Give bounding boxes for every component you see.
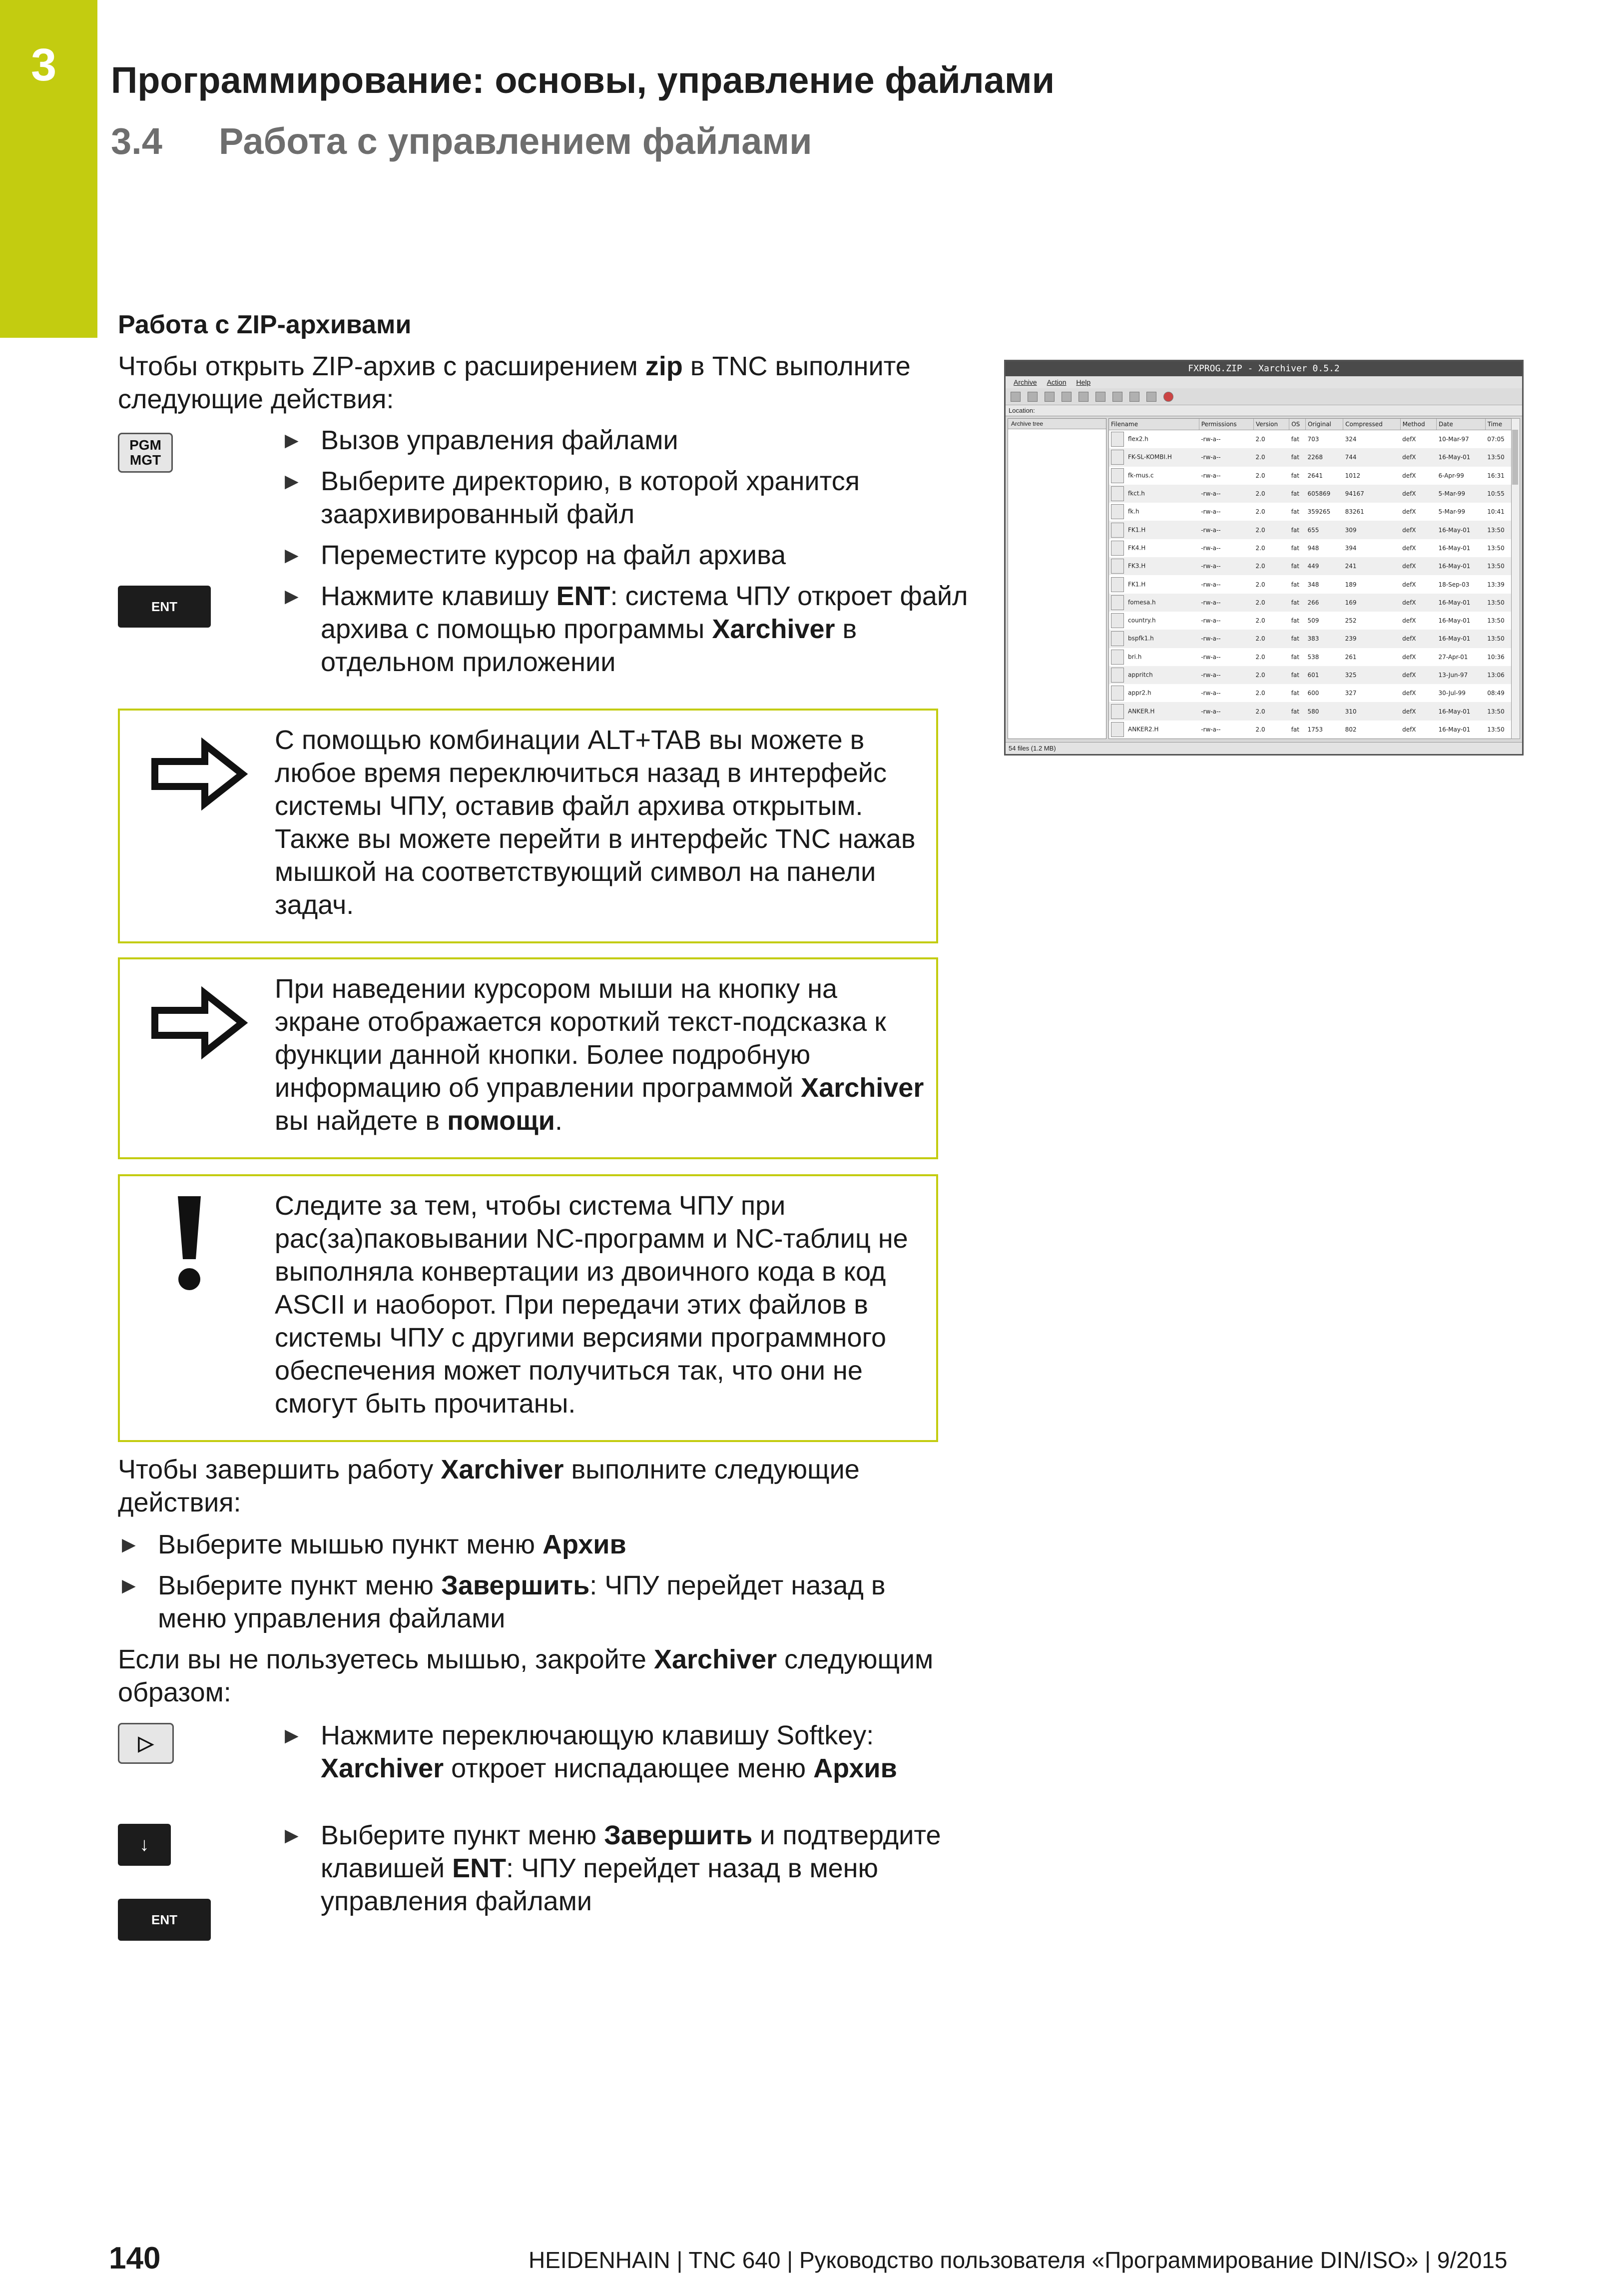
file-name: FK-SL-KOMBI.H (1128, 453, 1172, 461)
table-cell: 16-May-01 (1438, 726, 1471, 733)
table-cell: 261 (1345, 653, 1357, 661)
up-arrow-icon[interactable] (1062, 392, 1072, 402)
table-cell (1109, 666, 1199, 684)
table-row[interactable] (1109, 521, 1514, 539)
footer-text: HEIDENHAIN | TNC 640 | Руководство пользователя «Программирование DIN/ISO» | 9/2015 (529, 2247, 1508, 2273)
stop-icon[interactable] (1163, 392, 1173, 402)
table-row[interactable] (1109, 648, 1514, 666)
table-cell: -rw-a-- (1201, 544, 1221, 552)
table-cell: fat (1291, 581, 1299, 588)
table-row[interactable] (1109, 684, 1514, 702)
window-title: FXPROG.ZIP - Xarchiver 0.5.2 (1006, 361, 1522, 376)
table-cell: 16:31 (1487, 472, 1505, 479)
file-name: flex2.h (1128, 435, 1148, 443)
table-row[interactable] (1109, 557, 1514, 575)
table-row[interactable] (1109, 630, 1514, 648)
column-header[interactable]: OS (1289, 419, 1306, 430)
table-cell: defX (1400, 521, 1436, 539)
table-cell: 13:39 (1487, 581, 1505, 588)
file-name: bspfk1.h (1128, 635, 1154, 642)
chapter-title: Программирование: основы, управление файлами (111, 59, 1055, 101)
table-cell: 16-May-01 (1438, 617, 1471, 625)
table-cell: defX (1402, 472, 1416, 479)
file-name: country.h (1128, 617, 1156, 624)
table-cell: defX (1400, 630, 1436, 648)
table-cell: 2.0 (1255, 581, 1265, 588)
table-cell: 16-May-01 (1437, 702, 1486, 720)
table-cell: 16-May-01 (1437, 630, 1486, 648)
table-row[interactable] (1109, 666, 1514, 684)
table-cell: 16-May-01 (1437, 557, 1486, 575)
table-cell: 327 (1345, 690, 1357, 697)
table-cell: fat (1291, 653, 1299, 661)
close-step-mouse-2: ▶ Выберите пункт меню Завершить: ЧПУ перейдет назад в меню управления файлами (118, 1569, 957, 1635)
table-cell (1109, 575, 1199, 593)
table-cell (1109, 467, 1199, 485)
table-cell: 2.0 (1254, 485, 1289, 503)
table-cell: fat (1291, 508, 1299, 516)
table-cell: -rw-a-- (1201, 508, 1221, 516)
page-number: 140 (109, 2241, 161, 2276)
table-cell: 309 (1343, 521, 1400, 539)
file-icon (1111, 668, 1124, 683)
archive-tree-panel[interactable] (1008, 418, 1106, 739)
file-name: fk-mus.c (1128, 472, 1154, 479)
table-cell: fat (1289, 666, 1306, 684)
table-cell: 2.0 (1255, 653, 1265, 661)
table-cell: -rw-a-- (1201, 436, 1221, 443)
column-header[interactable]: Date (1437, 419, 1486, 430)
table-cell: -rw-a-- (1201, 472, 1221, 479)
table-cell: 2.0 (1254, 448, 1289, 466)
file-icon (1111, 722, 1124, 737)
file-icon (1111, 613, 1124, 628)
table-row[interactable] (1109, 485, 1514, 503)
location-bar[interactable]: Location: (1006, 405, 1522, 416)
file-name: ANKER.H (1128, 708, 1155, 715)
table-cell (1109, 503, 1199, 521)
arrow-down-key[interactable]: ↓ (118, 1824, 171, 1866)
table-cell (1109, 430, 1199, 449)
menu-action[interactable]: Action (1047, 378, 1067, 386)
table-cell: defX (1402, 617, 1416, 625)
table-cell: 580 (1305, 702, 1343, 720)
table-cell: 383 (1305, 630, 1343, 648)
file-name: FK4.H (1128, 544, 1146, 552)
table-cell: -rw-a-- (1199, 448, 1253, 466)
table-cell: 2.0 (1255, 436, 1265, 443)
column-header[interactable]: Method (1400, 419, 1436, 430)
open-icon[interactable] (1028, 392, 1038, 402)
table-cell: -rw-a-- (1199, 702, 1253, 720)
file-icon (1111, 468, 1124, 483)
file-icon (1111, 595, 1124, 610)
table-cell: 13:50 (1485, 594, 1513, 612)
table-cell: 655 (1305, 521, 1343, 539)
table-cell: 601 (1305, 666, 1343, 684)
table-cell: fat (1289, 521, 1306, 539)
file-icon (1111, 541, 1124, 556)
step-open-3: ▶ Переместите курсор на файл архива (281, 539, 985, 572)
file-name: appr2.h (1128, 689, 1151, 697)
table-cell: 94167 (1343, 485, 1400, 503)
table-cell (1109, 448, 1199, 466)
table-cell: 18-Sep-03 (1438, 581, 1470, 588)
table-cell: 27-Apr-01 (1438, 653, 1468, 661)
table-cell: fat (1291, 472, 1299, 479)
table-cell: defX (1400, 702, 1436, 720)
pgm-key-label-2: MGT (129, 452, 161, 468)
table-cell: 13:06 (1485, 666, 1513, 684)
file-icon (1111, 450, 1124, 465)
archive-tree-header: Archive tree (1008, 419, 1106, 429)
table-cell: fat (1291, 690, 1299, 697)
table-row[interactable] (1109, 575, 1514, 593)
table-cell: fat (1289, 702, 1306, 720)
zip-heading: Работа с ZIP-архивами (118, 310, 412, 339)
file-name: FK1.H (1128, 581, 1146, 588)
extract-icon[interactable] (1112, 392, 1122, 402)
table-row[interactable] (1109, 503, 1514, 521)
table-cell: 13:50 (1487, 617, 1505, 625)
table-row[interactable] (1109, 539, 1514, 557)
file-name: FK1.H (1128, 526, 1146, 534)
menu-bar (1006, 376, 1522, 388)
table-cell (1109, 612, 1199, 630)
table-row[interactable] (1109, 594, 1514, 612)
table-cell: 394 (1345, 544, 1357, 552)
file-name: ANKER2.H (1128, 726, 1159, 733)
scrollbar[interactable] (1511, 418, 1520, 739)
table-cell: 13:50 (1487, 544, 1505, 552)
table-cell: -rw-a-- (1199, 557, 1253, 575)
table-cell: 16-May-01 (1437, 594, 1486, 612)
file-name: fomesa.h (1128, 599, 1156, 606)
table-cell: defX (1402, 436, 1416, 443)
file-icon (1111, 577, 1124, 592)
table-cell: -rw-a-- (1199, 666, 1253, 684)
arrow-hint-icon (150, 737, 250, 811)
table-cell: 1012 (1345, 472, 1361, 479)
table-cell: defX (1402, 508, 1416, 516)
table-cell: 5-Mar-99 (1438, 508, 1465, 516)
table-cell: -rw-a-- (1201, 581, 1221, 588)
table-cell: defX (1400, 557, 1436, 575)
table-cell: 13:50 (1485, 521, 1513, 539)
ent-key-confirm[interactable]: ENT (118, 1899, 211, 1941)
table-cell: 2.0 (1254, 521, 1289, 539)
softkey-switch-key[interactable]: ▷ (118, 1723, 174, 1764)
close-step-mouse-1: ▶ Выберите мышью пункт меню Архив (118, 1528, 957, 1561)
table-cell: 2.0 (1255, 544, 1265, 552)
view-icon[interactable] (1146, 392, 1156, 402)
table-cell: 2.0 (1254, 594, 1289, 612)
table-cell: 600 (1307, 690, 1319, 697)
table-cell: 189 (1345, 581, 1357, 588)
table-cell: 16-May-01 (1437, 521, 1486, 539)
table-cell: -rw-a-- (1201, 690, 1221, 697)
table-cell (1109, 684, 1199, 702)
table-cell: 10:41 (1487, 508, 1505, 516)
table-cell: 449 (1305, 557, 1343, 575)
step-open-1: ▶ Вызов управления файлами (281, 424, 985, 457)
table-cell: 2.0 (1254, 630, 1289, 648)
file-name: fkct.h (1128, 490, 1145, 497)
table-cell: fat (1289, 594, 1306, 612)
table-cell: 2.0 (1255, 726, 1265, 733)
file-icon (1111, 432, 1124, 447)
table-cell: -rw-a-- (1199, 521, 1253, 539)
table-cell: fat (1291, 436, 1299, 443)
table-row[interactable] (1109, 430, 1514, 449)
column-header[interactable]: Filename (1109, 419, 1199, 430)
table-row[interactable] (1109, 721, 1514, 739)
file-name: bri.h (1128, 653, 1142, 661)
note-alt-tab (118, 709, 938, 943)
column-header[interactable]: Compressed (1343, 419, 1400, 430)
table-cell: -rw-a-- (1201, 617, 1221, 625)
table-cell: 348 (1307, 581, 1319, 588)
status-bar: 54 files (1.2 MB) (1006, 742, 1522, 754)
table-cell: 6-Apr-99 (1438, 472, 1464, 479)
table-cell: 07:05 (1487, 436, 1505, 443)
table-cell: 13:50 (1487, 726, 1505, 733)
table-cell: -rw-a-- (1199, 485, 1253, 503)
table-cell: 2.0 (1255, 472, 1265, 479)
table-cell: defX (1402, 690, 1416, 697)
table-cell (1109, 594, 1199, 612)
menu-archive[interactable]: Archive (1014, 378, 1037, 386)
file-icon (1111, 631, 1124, 646)
table-cell: 948 (1307, 544, 1319, 552)
table-cell: 13:50 (1485, 630, 1513, 648)
table-cell: defX (1400, 448, 1436, 466)
table-cell: fat (1289, 448, 1306, 466)
table-cell (1109, 521, 1199, 539)
table-row[interactable] (1109, 467, 1514, 485)
table-cell (1109, 539, 1199, 557)
table-cell: fat (1291, 726, 1299, 733)
file-icon (1111, 686, 1124, 701)
step-open-2: ▶ Выберите директорию, в которой хранится заархивированный файл (281, 465, 955, 531)
table-cell (1109, 702, 1199, 720)
file-icon (1111, 650, 1124, 665)
table-cell: fat (1289, 485, 1306, 503)
table-cell (1109, 557, 1199, 575)
file-icon (1111, 704, 1124, 719)
table-cell: 325 (1343, 666, 1400, 684)
table-cell: defX (1400, 594, 1436, 612)
menu-help[interactable]: Help (1076, 378, 1091, 386)
home-icon[interactable] (1095, 392, 1105, 402)
close-intro: Чтобы завершить работу Xarchiver выполните следующие действия: (118, 1455, 860, 1518)
back-arrow-icon[interactable] (1045, 392, 1055, 402)
table-cell: 10:36 (1487, 653, 1505, 661)
table-cell: 310 (1343, 702, 1400, 720)
file-name: fk.h (1128, 508, 1139, 515)
table-cell: 2641 (1307, 472, 1323, 479)
table-cell: 2.0 (1254, 702, 1289, 720)
table-cell: 13:50 (1485, 448, 1513, 466)
table-cell: 2.0 (1255, 690, 1265, 697)
table-cell: 169 (1343, 594, 1400, 612)
file-icon (1111, 504, 1124, 519)
table-cell: 538 (1307, 653, 1319, 661)
column-header[interactable]: Permissions (1199, 419, 1253, 430)
file-list[interactable] (1108, 418, 1514, 739)
table-cell: 605869 (1305, 485, 1343, 503)
column-header[interactable]: Time (1485, 419, 1513, 430)
table-cell: -rw-a-- (1199, 594, 1253, 612)
table-cell (1109, 485, 1199, 503)
table-cell (1109, 648, 1199, 666)
table-cell: -rw-a-- (1201, 726, 1221, 733)
table-cell: -rw-a-- (1199, 630, 1253, 648)
table-cell: 83261 (1345, 508, 1364, 516)
note-tooltip (118, 957, 938, 1159)
table-cell: defX (1402, 581, 1416, 588)
section-title: Работа с управлением файлами (219, 120, 812, 162)
table-cell: 241 (1343, 557, 1400, 575)
table-cell: 08:49 (1487, 690, 1505, 697)
table-cell: 13-Jun-97 (1437, 666, 1486, 684)
column-header[interactable]: Version (1254, 419, 1289, 430)
exclamation-icon (172, 1194, 207, 1294)
table-cell: 252 (1345, 617, 1357, 625)
table-cell: 2.0 (1255, 617, 1265, 625)
table-cell: 16-May-01 (1437, 448, 1486, 466)
add-icon[interactable] (1129, 392, 1139, 402)
note-tooltip-text: При наведении курсором мыши на кнопку на экране отображается короткий текст-подсказка к функции данной кнопки. Более подробную информацию об управлении программой Xarchiver вы найдете в помощи. (275, 974, 924, 1136)
arrow-hint-icon (150, 985, 250, 1060)
table-row[interactable] (1109, 448, 1514, 466)
scrollbar-thumb[interactable] (1512, 430, 1518, 485)
table-cell: fat (1289, 557, 1306, 575)
table-cell: 2.0 (1254, 557, 1289, 575)
section-number: 3.4 (111, 120, 162, 162)
table-cell: defX (1402, 544, 1416, 552)
table-cell: 30-Jul-99 (1438, 690, 1466, 697)
file-name: FK3.H (1128, 562, 1146, 570)
table-cell: defX (1400, 666, 1436, 684)
chapter-number: 3 (31, 39, 57, 90)
step-open-4: ▶ Нажмите клавишу ENT: система ЧПУ откроет файл архива с помощью программы Xarchiver в отдельном приложении (281, 580, 970, 679)
table-cell: -rw-a-- (1201, 653, 1221, 661)
table-cell (1109, 721, 1199, 739)
table-cell: 239 (1343, 630, 1400, 648)
note-alt-tab-text: С помощью комбинации ALT+TAB вы можете в любое время переключиться назад в интерфейс системы ЧПУ, оставив файл архива открытым. Также вы можете перейти в интерфейс TNC нажав мышкой на соответствующий символ на панели задач. (275, 725, 916, 920)
table-cell: 266 (1305, 594, 1343, 612)
xarchiver-screenshot (1004, 360, 1524, 756)
table-cell: 509 (1307, 617, 1319, 625)
forward-arrow-icon[interactable] (1079, 392, 1088, 402)
table-cell: 2268 (1305, 448, 1343, 466)
table-cell: 2.0 (1255, 508, 1265, 516)
pgm-mgt-key[interactable] (118, 433, 173, 473)
file-name: appritch (1128, 671, 1153, 679)
table-cell: 359265 (1307, 508, 1331, 516)
table-cell: defX (1402, 726, 1416, 733)
table-cell: 10-Mar-97 (1438, 436, 1469, 443)
table-row[interactable] (1109, 702, 1514, 720)
pgm-key-label-1: PGM (129, 437, 161, 453)
table-cell: defX (1400, 485, 1436, 503)
table-cell (1109, 630, 1199, 648)
close-step-key-1: ▶ Нажмите переключающую клавишу Softkey: Xarchiver откроет ниспадающее меню Архив (281, 1719, 985, 1785)
table-cell: 802 (1345, 726, 1357, 733)
file-icon (1111, 559, 1124, 574)
table-cell: 1753 (1307, 726, 1323, 733)
table-cell: fat (1291, 544, 1299, 552)
close-step-key-2: ▶ Выберите пункт меню Завершить и подтвердите клавишей ENT: ЧПУ перейдет назад в меню управления файлами (281, 1819, 970, 1918)
table-cell: 16-May-01 (1438, 544, 1471, 552)
table-cell: 13:50 (1485, 557, 1513, 575)
new-icon[interactable] (1011, 392, 1021, 402)
table-cell: 13:50 (1485, 702, 1513, 720)
table-cell: 10:55 (1485, 485, 1513, 503)
close-intro-nomouse: Если вы не пользуетесь мышью, закройте Xarchiver следующим образом: (118, 1644, 934, 1707)
table-cell: 703 (1307, 436, 1319, 443)
file-icon (1111, 523, 1124, 538)
ent-key[interactable]: ENT (118, 586, 211, 628)
table-cell: fat (1289, 630, 1306, 648)
table-cell: 744 (1343, 448, 1400, 466)
table-cell: defX (1402, 653, 1416, 661)
table-cell: fat (1291, 617, 1299, 625)
column-header[interactable]: Original (1305, 419, 1343, 430)
note-warning (118, 1174, 938, 1442)
zip-intro: Чтобы открыть ZIP-архив с расширением zip в TNC выполните следующие действия: (118, 351, 911, 414)
table-cell: 5-Mar-99 (1437, 485, 1486, 503)
table-cell: 2.0 (1254, 666, 1289, 684)
note-warning-text: Следите за тем, чтобы система ЧПУ при рас(за)паковывании NC-программ и NC-таблиц не выполняла конвертации из двоичного кода в код ASCII и наоборот. При передачи этих файлов в системы ЧПУ с другими версиями программного обеспечения может получиться так, что они не смогут быть прочитаны. (275, 1191, 908, 1419)
table-cell: 324 (1345, 436, 1357, 443)
toolbar (1006, 388, 1522, 405)
table-row[interactable] (1109, 612, 1514, 630)
file-icon (1111, 486, 1124, 501)
